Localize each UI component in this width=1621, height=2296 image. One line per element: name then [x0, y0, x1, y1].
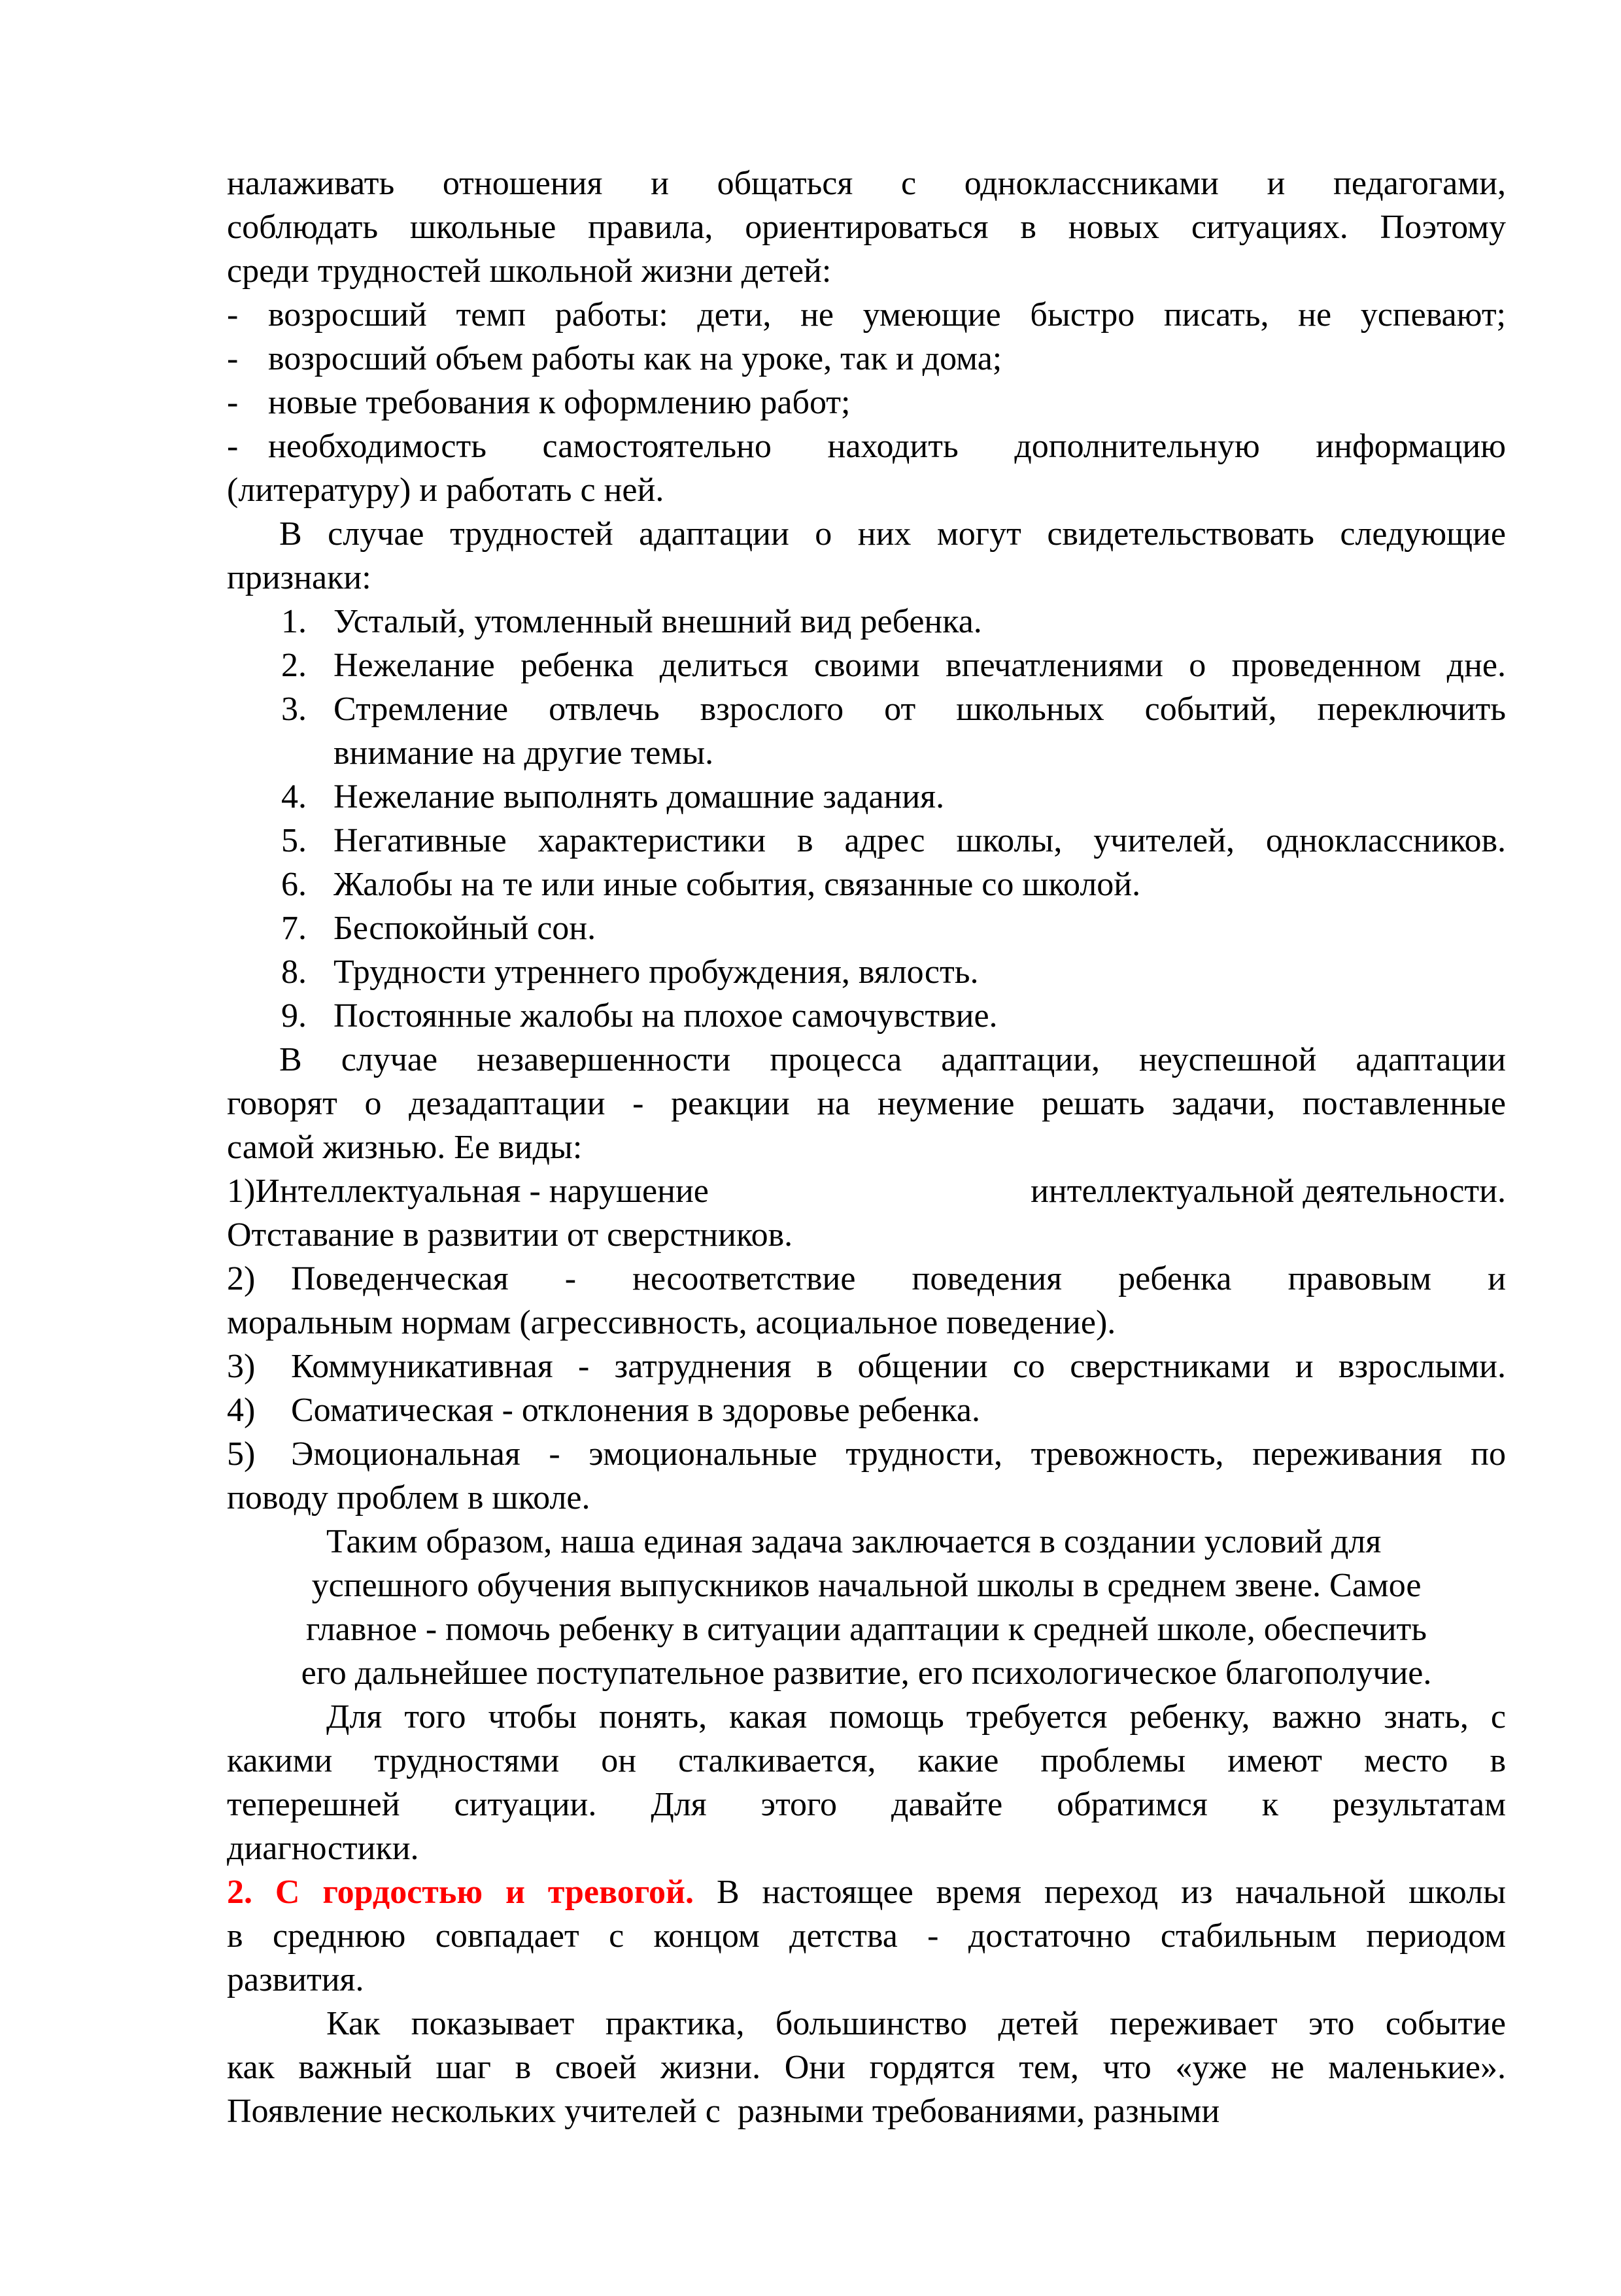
text-line: [227, 468, 1506, 512]
list-marker: -: [227, 428, 239, 465]
paragraph-text: диагностики.: [227, 1830, 419, 1867]
list-item-text: Интеллектуальная - нарушение: [255, 1173, 709, 1210]
list-item-text: Постоянные жалобы на плохое самочувствие.: [333, 997, 998, 1035]
text-line: [227, 687, 1506, 731]
list-marker: -: [227, 340, 239, 377]
text-line: [227, 1739, 1506, 1783]
text-line: [227, 906, 1506, 950]
paragraph-text: В случае незавершенности процесса адаптации, неуспешной адаптации: [279, 1041, 1506, 1078]
list-marker: 7.: [281, 910, 307, 947]
list-item-text: возросший темп работы: дети, не умеющие быстро писать, не успевают;: [268, 296, 1506, 334]
paragraph-text: среди трудностей школьной жизни детей:: [227, 252, 832, 290]
list-marker: -: [227, 384, 239, 421]
paragraph-text: Таким образом, наша единая задача заключается в создании условий для: [326, 1523, 1382, 1560]
text-line: [227, 1257, 1506, 1301]
paragraph-text: соблюдать школьные правила, ориентироваться в новых ситуациях. Поэтому: [227, 209, 1506, 246]
text-line: [227, 337, 1506, 381]
paragraph-text: развития.: [227, 1961, 364, 1998]
paragraph-text: В случае трудностей адаптации о них могут свидетельствовать следующие: [279, 515, 1506, 553]
text-line: [227, 1301, 1506, 1345]
text-line: [227, 1607, 1506, 1651]
text-line: [227, 1914, 1506, 1958]
document-content: [227, 162, 1506, 2133]
list-item-text: Беспокойный сон.: [333, 910, 596, 947]
text-line: [227, 1826, 1506, 1870]
list-marker: -: [227, 296, 239, 334]
list-item-text: Нежелание выполнять домашние задания.: [333, 778, 945, 815]
list-item-text: Нежелание ребенка делиться своими впечатлениями о проведенном дне.: [333, 647, 1506, 684]
text-line: [227, 950, 1506, 994]
paragraph-text: Для того чтобы понять, какая помощь требуется ребенку, важно знать, с: [326, 1698, 1506, 1736]
list-item-text: Жалобы на те или иные события, связанные со школой.: [333, 866, 1141, 903]
text-line: [227, 293, 1506, 337]
paragraph-text: внимание на другие темы.: [333, 734, 714, 772]
list-marker: 5): [227, 1435, 256, 1473]
text-line: [227, 2046, 1506, 2089]
text-line: [227, 249, 1506, 293]
text-line: [227, 2089, 1506, 2133]
text-line: [227, 1958, 1506, 2002]
paragraph-text: (литературу) и работать с ней.: [227, 471, 664, 509]
text-line: [227, 2002, 1506, 2046]
text-line: [227, 731, 1506, 775]
paragraph-text: моральным нормам (агрессивность, асоциальное поведение).: [227, 1304, 1116, 1341]
list-marker: 1.: [281, 603, 307, 640]
paragraph-text: говорят о дезадаптации - реакции на неумение решать задачи, поставленные: [227, 1085, 1506, 1122]
text-line: [227, 1783, 1506, 1826]
paragraph-text: Отставание в развитии от сверстников.: [227, 1216, 793, 1254]
text-line: [227, 600, 1506, 643]
text-line: [227, 1388, 1506, 1432]
list-marker: 4): [227, 1392, 256, 1429]
list-item-text: Негативные характеристики в адрес школы, учителей, одноклассников.: [333, 822, 1506, 859]
text-line: [227, 775, 1506, 819]
list-item-text: возросший объем работы как на уроке, так и дома;: [268, 340, 1002, 377]
text-line: [227, 1476, 1506, 1520]
list-marker: 2): [227, 1260, 256, 1297]
text-line: [227, 1432, 1506, 1476]
text-line: [227, 1038, 1506, 1082]
text-line: [227, 994, 1506, 1038]
paragraph-text: его дальнейшее поступательное развитие, его психологическое благополучие.: [301, 1654, 1432, 1692]
text-line: [227, 381, 1506, 424]
paragraph-text: самой жизнью. Ее виды:: [227, 1129, 583, 1166]
list-item-text: Стремление отвлечь взрослого от школьных событий, переключить: [333, 691, 1506, 728]
paragraph-text: какими трудностями он сталкивается, какие проблемы имеют место в: [227, 1742, 1506, 1779]
list-item-text-right: интеллектуальной деятельности.: [1031, 1173, 1506, 1210]
text-line: [227, 1125, 1506, 1169]
text-line: [227, 1651, 1506, 1695]
list-item-text: новые требования к оформлению работ;: [268, 384, 851, 421]
paragraph-text: как важный шаг в своей жизни. Они гордятся тем, что «уже не маленькие».: [227, 2049, 1506, 2086]
paragraph-text: Как показывает практика, большинство детей переживает это событие: [326, 2005, 1506, 2042]
text-line: [227, 819, 1506, 863]
text-line: [227, 1213, 1506, 1257]
list-marker: 8.: [281, 953, 307, 991]
list-item-text: Усталый, утомленный внешний вид ребенка.: [333, 603, 982, 640]
paragraph-text: налаживать отношения и общаться с одноклассниками и педагогами,: [227, 165, 1506, 202]
list-item-text: Трудности утреннего пробуждения, вялость.: [333, 953, 979, 991]
list-item-lead: [227, 1169, 709, 1213]
text-line: [227, 1564, 1506, 1607]
text-line: [227, 556, 1506, 600]
paragraph-text: главное - помочь ребенку в ситуации адаптации к средней школе, обеспечить: [306, 1611, 1427, 1648]
list-marker: 9.: [281, 997, 307, 1035]
paragraph-text: поводу проблем в школе.: [227, 1479, 590, 1516]
list-item-text: Соматическая - отклонения в здоровье ребенка.: [291, 1392, 980, 1429]
text-line: [227, 1345, 1506, 1388]
text-line: [227, 1695, 1506, 1739]
list-marker: 1): [227, 1173, 256, 1210]
paragraph-text: успешного обучения выпускников начальной школы в среднем звене. Самое: [311, 1567, 1422, 1604]
text-line: [227, 205, 1506, 249]
text-line: [227, 424, 1506, 468]
paragraph-text: признаки:: [227, 559, 371, 596]
text-line: [227, 643, 1506, 687]
text-line: [227, 512, 1506, 556]
list-marker: 3): [227, 1348, 256, 1385]
paragraph-text: теперешней ситуации. Для этого давайте обратимся к результатам: [227, 1786, 1506, 1823]
paragraph-text: В настоящее время переход из начальной школы: [716, 1874, 1506, 1911]
text-line: [227, 1520, 1506, 1564]
list-item-text: Эмоциональная - эмоциональные трудности, тревожность, переживания по: [291, 1435, 1506, 1473]
text-line: [227, 863, 1506, 906]
list-marker: 5.: [281, 822, 307, 859]
list-marker: 4.: [281, 778, 307, 815]
list-item-text: Поведенческая - несоответствие поведения ребенка правовым и: [291, 1260, 1506, 1297]
text-line: [227, 1870, 1506, 1914]
list-marker: 2.: [281, 647, 307, 684]
section-heading: 2. С гордостью и тревогой.: [227, 1874, 694, 1911]
text-line: [227, 162, 1506, 205]
text-line: [227, 1082, 1506, 1125]
paragraph-text: Появление нескольких учителей с разными требованиями, разными: [227, 2093, 1220, 2130]
list-marker: 3.: [281, 691, 307, 728]
paragraph-text: в среднюю совпадает с концом детства - достаточно стабильным периодом: [227, 1917, 1506, 1955]
list-item-text: Коммуникативная - затруднения в общении со сверстниками и взрослыми.: [291, 1348, 1506, 1385]
list-marker: 6.: [281, 866, 307, 903]
list-item-text: необходимость самостоятельно находить дополнительную информацию: [268, 428, 1506, 465]
text-line: [227, 1169, 1506, 1213]
